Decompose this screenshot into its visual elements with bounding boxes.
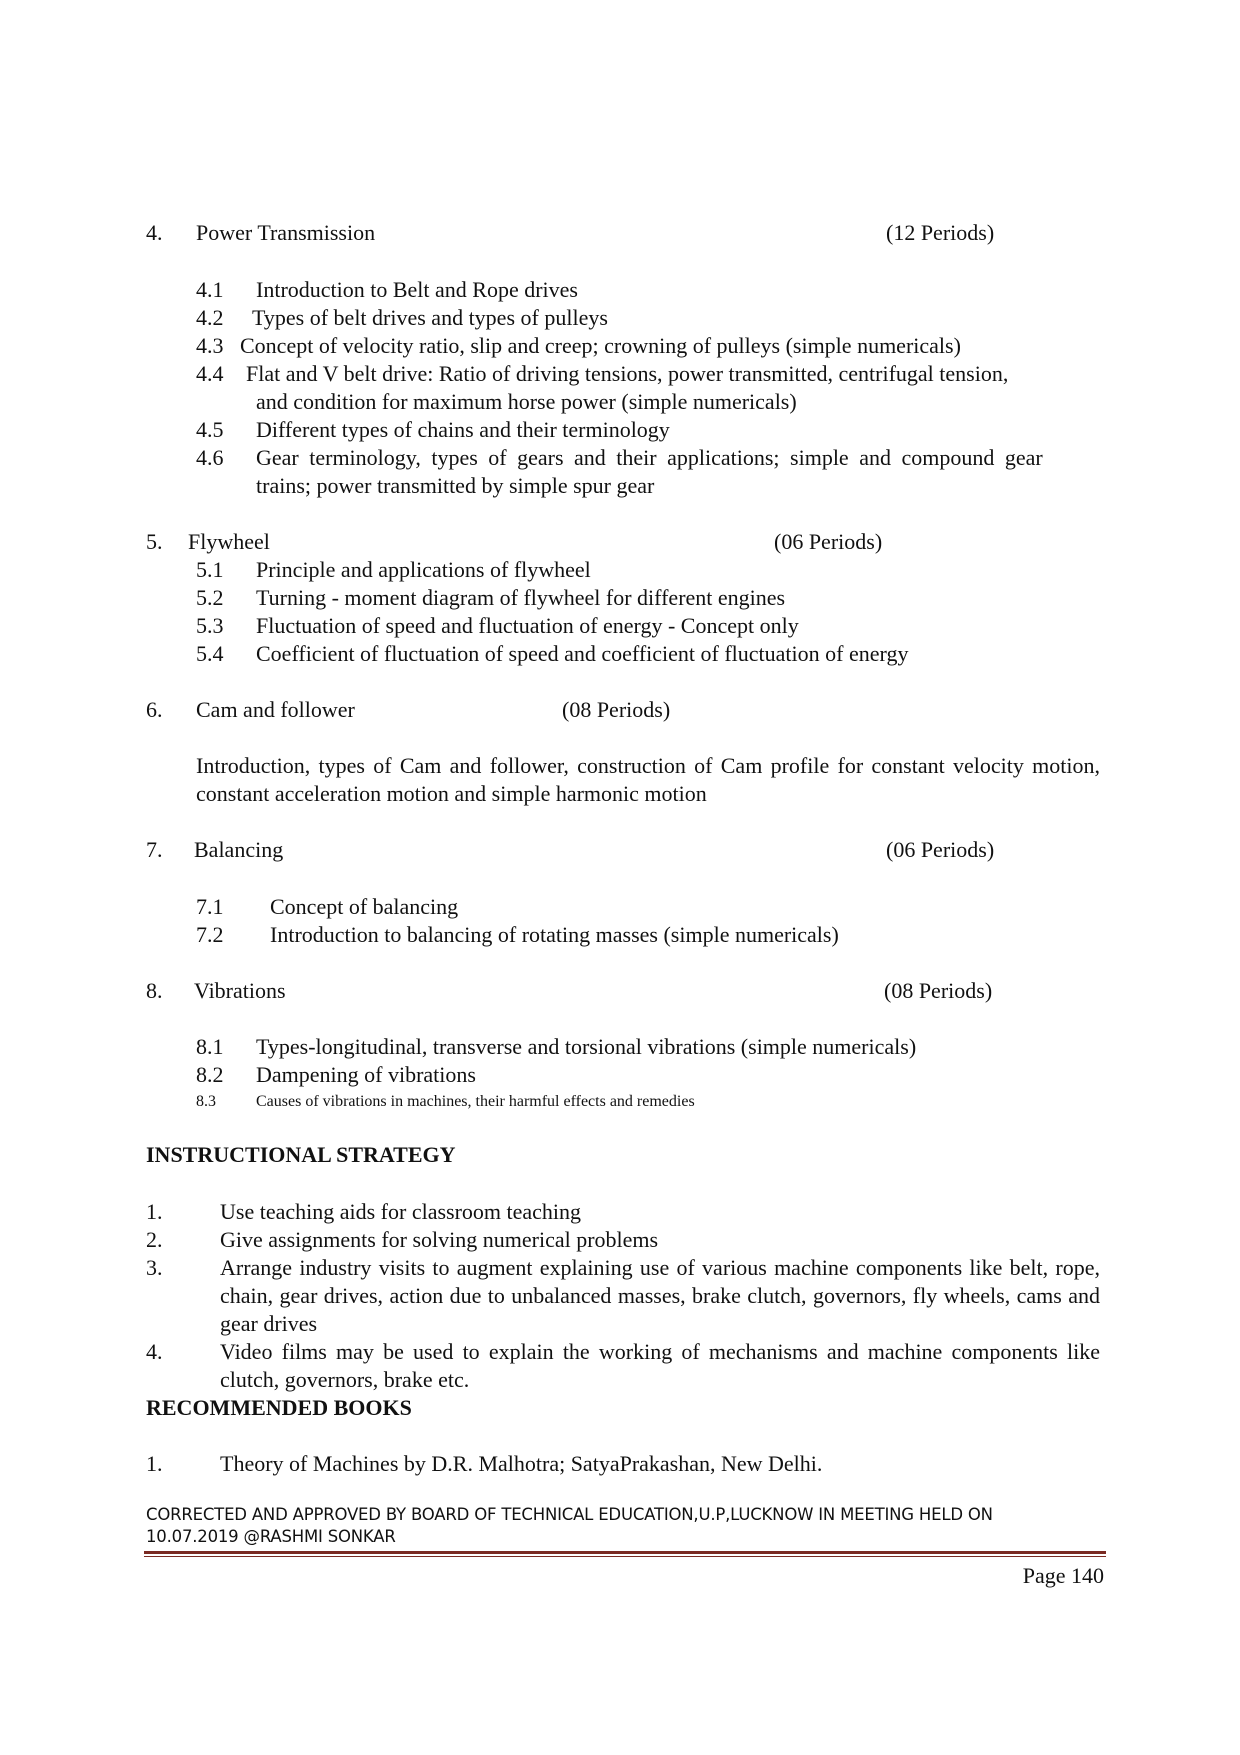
list-item: Theory of Machines by D.R. Malhotra; SatyaPrakashan, New Delhi. — [220, 1451, 823, 1476]
item-text: Types-longitudinal, transverse and torsional vibrations (simple numericals) — [256, 1034, 917, 1059]
footer-divider-thin — [144, 1556, 1106, 1557]
section-title: Balancing — [194, 837, 284, 862]
item-number: 7.2 — [196, 922, 224, 947]
section-number: 7. — [146, 837, 163, 862]
section-periods: (08 Periods) — [562, 697, 671, 722]
item-number: 5.4 — [196, 641, 224, 666]
section-title: Power Transmission — [196, 220, 376, 245]
item-text: Causes of vibrations in machines, their harmful effects and remedies — [256, 1093, 695, 1110]
item-text: Coefficient of fluctuation of speed and coefficient of fluctuation of energy — [256, 641, 909, 666]
footer-divider — [144, 1551, 1106, 1554]
item-number: 4.4 — [196, 361, 224, 386]
list-item: Give assignments for solving numerical problems — [220, 1227, 659, 1252]
item-text-continued: and condition for maximum horse power (simple numericals) — [256, 389, 797, 414]
list-item: Use teaching aids for classroom teaching — [220, 1199, 582, 1224]
section-heading: INSTRUCTIONAL STRATEGY — [146, 1142, 456, 1167]
item-text: Fluctuation of speed and fluctuation of energy - Concept only — [256, 613, 799, 638]
list-number: 3. — [146, 1255, 163, 1280]
section-periods: (06 Periods) — [886, 837, 995, 862]
item-text: Different types of chains and their terminology — [256, 417, 670, 442]
item-text: Turning - moment diagram of flywheel for different engines — [256, 585, 786, 610]
item-text: Flat and V belt drive: Ratio of driving tensions, power transmitted, centrifugal tension, — [246, 361, 1009, 386]
item-number: 4.1 — [196, 277, 224, 302]
list-number: 2. — [146, 1227, 163, 1252]
item-text: Introduction to Belt and Rope drives — [256, 277, 578, 302]
item-number: 5.3 — [196, 613, 224, 638]
section-number: 5. — [146, 529, 163, 554]
item-text-continued: trains; power transmitted by simple spur gear — [256, 473, 655, 498]
item-number: 4.5 — [196, 417, 224, 442]
section-periods: (06 Periods) — [774, 529, 883, 554]
section-number: 4. — [146, 220, 163, 245]
section-periods: (08 Periods) — [884, 978, 993, 1003]
item-text: Types of belt drives and types of pulleys — [252, 305, 608, 330]
item-text: Principle and applications of flywheel — [256, 557, 591, 582]
item-text: Concept of velocity ratio, slip and creep; crowning of pulleys (simple numericals) — [240, 333, 961, 358]
section-number: 6. — [146, 697, 163, 722]
list-number: 1. — [146, 1199, 163, 1224]
section-number: 8. — [146, 978, 163, 1003]
section-periods: (12 Periods) — [886, 220, 995, 245]
list-item: Video films may be used to explain the working of mechanisms and machine components like clutch, governors, brake etc. — [220, 1339, 1100, 1392]
list-item: Arrange industry visits to augment explaining use of various machine components like belt, rope, chain, gear drives, action due to unbalanced masses, brake clutch, governors, fly wheels, cams and gear drives — [220, 1255, 1100, 1336]
item-number: 8.1 — [196, 1034, 224, 1059]
section-paragraph: Introduction, types of Cam and follower, construction of Cam profile for constant velocity motion, constant acceleration motion and simple harmonic motion — [196, 753, 1100, 806]
item-number: 5.1 — [196, 557, 224, 582]
item-number: 4.2 — [196, 305, 224, 330]
page-number: Page 140 — [1022, 1563, 1104, 1588]
footer-line: CORRECTED AND APPROVED BY BOARD OF TECHNICAL EDUCATION,U.P,LUCKNOW IN MEETING HELD ON — [146, 1505, 993, 1524]
footer-approval-note — [146, 1504, 1106, 1548]
item-text: Introduction to balancing of rotating masses (simple numericals) — [270, 922, 839, 947]
list-number: 4. — [146, 1339, 163, 1364]
footer-line: 10.07.2019 @RASHMI SONKAR — [146, 1527, 396, 1546]
item-text: Concept of balancing — [270, 894, 459, 919]
item-text: Gear terminology, types of gears and their applications; simple and compound gear — [256, 445, 1043, 470]
item-number: 7.1 — [196, 894, 224, 919]
section-title: Cam and follower — [196, 697, 355, 722]
item-number: 4.3 — [196, 333, 224, 358]
section-heading: RECOMMENDED BOOKS — [146, 1395, 412, 1420]
item-number: 5.2 — [196, 585, 224, 610]
section-title: Flywheel — [188, 529, 270, 554]
item-number: 8.3 — [196, 1093, 216, 1110]
section-title: Vibrations — [194, 978, 286, 1003]
item-number: 8.2 — [196, 1062, 224, 1087]
item-text: Dampening of vibrations — [256, 1062, 476, 1087]
list-number: 1. — [146, 1451, 163, 1476]
item-number: 4.6 — [196, 445, 224, 470]
